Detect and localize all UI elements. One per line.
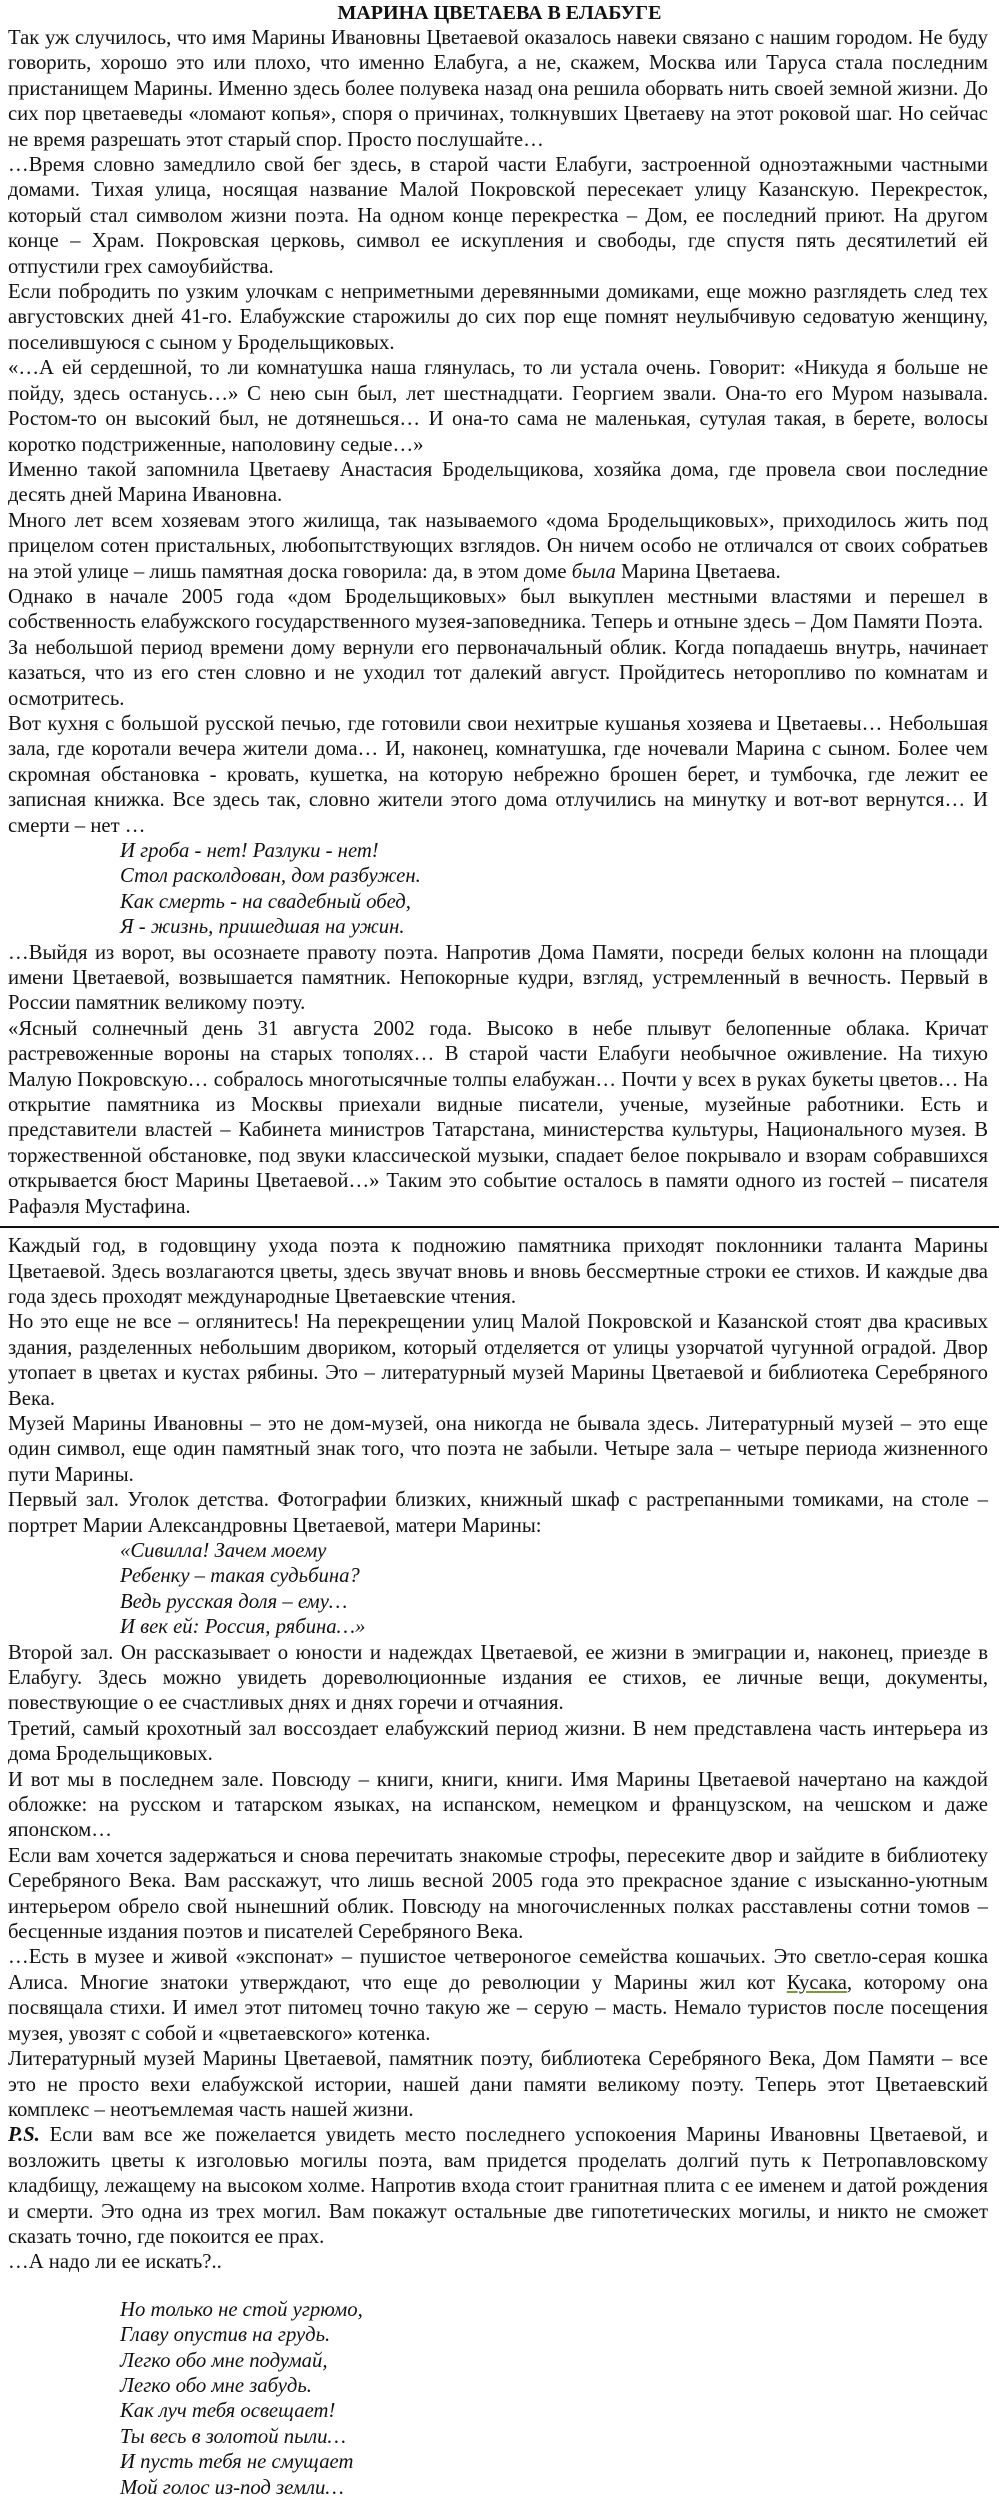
paragraph: Однако в начале 2005 года «дом Бродельщиковых» был выкуплен местными властями и перешел в собственность елабужского государственного музея-заповедника. Теперь и отныне здесь – Дом Памяти Поэта. xyxy=(8,585,988,634)
poem-line: Ведь русская доля – ему… xyxy=(120,1590,348,1613)
paragraph: Второй зал. Он рассказывает о юности и надеждах Цветаевой, ее жизни в эмиграции и, наконец, приезде в Елабугу. Здесь можно увидеть дореволюционные издания ее стихов, ее личные вещи, документы, повествующие о ее счастливых днях и днях горечи и отчаяния. xyxy=(8,1641,988,1715)
paragraph xyxy=(8,509,988,585)
poem-line: «Сивилла! Зачем моему xyxy=(120,1539,327,1562)
paragraph-quote: «Ясный солнечный день 31 августа 2002 года. Высоко в небе плывут белопенные облака. Кричат растревоженные вороны на старых тополях… В старой части Елабуги необычное оживление. На тихую Малую Покровскую… собралось многотысячные толпы елабужан… Почти у всех в руках букеты цветов… На открытие памятника из Москвы приехали видные писатели, ученые, музейные работники. Есть и представители властей – Кабинета министров Татарстана, министерства культуры, Национального музея. В торжественной обстановке, под звуки классической музыки, спадает белое покрывало и взорам собравшихся открывается бюст Марины Цветаевой…» Таким это событие осталось в памяти одного из гостей – писателя Рафаэля Мустафина. xyxy=(8,1017,988,1218)
poem-stanza xyxy=(120,1539,988,1641)
text-run: Если вам все же пожелается увидеть место последнего успокоения Марины Ивановны Цветаевой, и возложить цветы к изголовью могилы поэта, вам придется проделать долгий путь к Петропавловскому кладбищу, лежащему на высоком холме. Напротив входа стоит гранитная плита с ее именем и датой рождения и смерти. Это одна из трех могил. Вам покажут остальные две гипотетических могилы, и никто не сможет сказать точно, где покоится ее прах. xyxy=(8,2124,988,2248)
emphasis-text: была xyxy=(571,560,616,583)
paragraph: Но это еще не все – оглянитесь! На перекрещении улиц Малой Покровской и Казанской стоят два красивых здания, разделенных небольшим двориком, который отделяется от улицы узорчатой чугунной оградой. Двор утопает в цветах и кустах рябины. Это – литературный музей Марины Цветаевой и библиотека Серебряного Века. xyxy=(8,1311,988,1410)
poem-line: И пусть тебя не смущает xyxy=(120,2451,354,2474)
paragraph: …А надо ли ее искать?.. xyxy=(8,2251,222,2274)
paragraph: …Выйдя из ворот, вы осознаете правоту поэта. Напротив Дома Памяти, посреди белых колонн на площади имени Цветаевой, возвышается памятник. Непокорные кудри, взгляд, устремленный в вечность. Первый в России памятник великому поэту. xyxy=(8,941,988,1015)
underlined-word: Кусака xyxy=(786,1971,847,1994)
poem-line: Ты весь в золотой пыли… xyxy=(120,2425,346,2448)
text-run: …Есть в музее и живой «экспонат» – пушистое четвероногое семейства кошачьих. Это светло-серая кошка Алиса. Многие знатоки утверждают, что еще до революции у Марины жил кот xyxy=(8,1946,988,1994)
poem-line: Легко обо мне подумай, xyxy=(120,2349,328,2372)
horizontal-divider xyxy=(0,1226,999,1228)
poem-line: Я - жизнь, пришедшая на ужин. xyxy=(120,916,405,939)
poem-line: Как смерть - на свадебный обед, xyxy=(120,890,411,913)
paragraph: Первый зал. Уголок детства. Фотографии близких, книжный шкаф с растрепанными томиками, на столе – портрет Марии Александровны Цветаевой, матери Марины: xyxy=(8,1489,988,1537)
paragraph: Третий, самый крохотный зал воссоздает елабужский период жизни. В нем представлена часть интерьера из дома Бродельщиковых. xyxy=(8,1717,988,1766)
paragraph: Литературный музей Марины Цветаевой, памятник поэту, библиотека Серебряного Века, Дом Памяти – все это не просто вехи елабужской истории, нашей дани памяти великому поэту. Теперь этот Цветаевский комплекс – неотъемлемая часть нашей жизни. xyxy=(8,2048,988,2121)
paragraph-intro: Так уж случилось, что имя Марины Ивановны Цветаевой оказалось навеки связано с нашим городом. Не буду говорить, хорошо это или плохо, что именно Елабуга, а не, скажем, Москва или Таруса стала последним пристанищем Марины. Именно здесь более полувека назад она решила оборвать нить своей земной жизни. До сих пор цветаеведы «ломают копья», споря о причинах, толкнувших Цветаеву на этот роковой шаг. Но сейчас не время разрешать этот старый спор. Просто послушайте… xyxy=(8,27,988,151)
paragraph: Если побродить по узким улочкам с неприметными деревянными домиками, еще можно разглядеть след тех августовских дней 41-го. Елабужские старожилы до сих пор еще помнят неулыбчивую седоватую женщину, поселившуюся с сыном у Бродельщиковых. xyxy=(8,281,988,354)
poem-stanza xyxy=(120,2298,988,2501)
poem-line: Но только не стой угрюмо, xyxy=(120,2298,363,2321)
poem-stanza xyxy=(120,839,988,941)
section-part-1 xyxy=(8,26,988,1220)
paragraph: И вот мы в последнем зале. Повсюду – книги, книги, книги. Имя Марины Цветаевой начертано на каждой обложке: на русском и татарском языках, на испанском, немецком и французском, на чешском и даже японском… xyxy=(8,1768,988,1842)
paragraph: Именно такой запомнила Цветаеву Анастасия Бродельщикова, хозяйка дома, где провела свои последние десять дней Марина Ивановна. xyxy=(8,458,988,507)
text-run: Много лет всем хозяевам этого жилища, так называемого «дома Бродельщиковых», приходилось жить под прицелом сотен пристальных, любопытствующих взглядов. Он ничем особо не отличался от своих собратьев на этой улице – лишь памятная доска говорила: да, в этом доме xyxy=(8,509,988,583)
paragraph: Музей Марины Ивановны – это не дом-музей, она никогда не бывала здесь. Литературный музей – это еще один символ, еще один памятный знак того, что поэта не забыли. Четыре зала – четыре периода жизненного пути Марины. xyxy=(8,1412,988,1486)
document-page xyxy=(0,2,999,2499)
paragraph-ps xyxy=(8,2123,988,2250)
ps-label: P.S. xyxy=(8,2124,40,2147)
poem-line: И век ей: Россия, рябина…» xyxy=(120,1616,366,1639)
paragraph-quote: «…А ей сердешной, то ли комнатушка наша глянулась, то ли устала очень. Говорит: «Никуда я больше не пойду, здесь останусь…» С нею сын был, лет шестнадцати. Георгием звали. Она-то его Муром называла. Ростом-то он высокий был, не дотянешься… И она-то сама не маленькая, сутулая такая, в берете, волосы коротко подстриженные, наполовину седые…» xyxy=(8,357,988,456)
paragraph xyxy=(8,1945,988,2047)
section-part-2 xyxy=(8,1234,988,2501)
poem-line: Мой голос из-под земли… xyxy=(120,2476,344,2499)
paragraph: За небольшой период времени дому вернули его первоначальный облик. Когда попадаешь внутрь, начинает казаться, что из его стен словно и не уходил тот далекий август. Пройдитесь неторопливо по комнатам и осмотритесь. xyxy=(8,636,988,710)
paragraph: Каждый год, в годовщину ухода поэта к подножию памятника приходят поклонники таланта Марины Цветаевой. Здесь возлагаются цветы, здесь звучат вновь и вновь бессмертные строки ее стихов. И каждые два года здесь проходят международные Цветаевские чтения. xyxy=(8,1235,988,1308)
poem-line: Как луч тебя освещает! xyxy=(120,2400,336,2423)
text-run: Марина Цветаева. xyxy=(615,560,781,583)
article-title: МАРИНА ЦВЕТАЕВА В ЕЛАБУГЕ xyxy=(337,2,662,24)
paragraph: Вот кухня с большой русской печью, где готовили свои нехитрые кушанья хозяева и Цветаевы… Небольшая зала, где коротали вечера жители дома… И, наконец, комнатушка, где ночевали Марина с сыном. Более чем скромная обстановка - кровать, кушетка, на которую небрежно брошен берет, и тумбочка, где лежит ее записная книжка. Все здесь так, словно жители этого дома отлучились на минутку и вот-вот вернутся… И смерти – нет … xyxy=(8,712,988,837)
poem-line: Ребенку – такая судьбина? xyxy=(120,1565,360,1588)
paragraph: …Время словно замедлило свой бег здесь, в старой части Елабуги, застроенной одноэтажными частными домами. Тихая улица, носящая название Малой Покровской пересекает улицу Казанскую. Перекресток, который стал символом жизни поэта. На одном конце перекрестка – Дом, ее последний приют. На другом конце – Храм. Покровская церковь, символ ее искупления и свободы, где спустя пять десятилетий ей отпустили грех самоубийства. xyxy=(8,154,988,278)
poem-line: Главу опустив на грудь. xyxy=(120,2324,331,2347)
poem-line: И гроба - нет! Разлуки - нет! xyxy=(120,840,379,862)
text-run: , которому она посвящала стихи. И имел этот питомец точно такую же – серую – масть. Немало туристов после посещения музея, увозят с собой и «цветаевского» котенка. xyxy=(8,1971,988,2045)
paragraph: Если вам хочется задержаться и снова перечитать знакомые строфы, пересеките двор и зайдите в библиотеку Серебряного Века. Вам расскажут, что лишь весной 2005 года это прекрасное здание с изысканно-уютным интерьером обрело свой нынешний облик. Повсюду на многочисленных полках расставлены сотни томов – бесценные издания поэтов и писателей Серебряного Века. xyxy=(8,1844,988,1944)
poem-line: Легко обо мне забудь. xyxy=(120,2374,312,2397)
poem-line: Стол расколдован, дом разбужен. xyxy=(120,865,421,888)
